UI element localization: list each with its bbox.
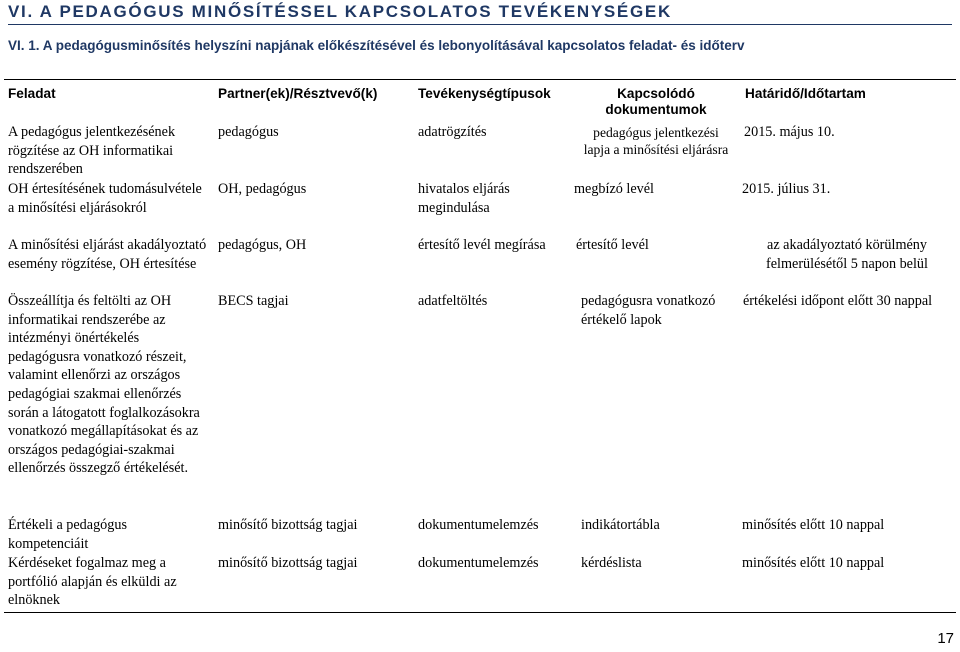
- table-row-5-documents: indikátortábla: [581, 517, 660, 533]
- table-row-4-task: Összeállítja és feltölti az OH informatikai rendszerébe az intézményi önértékelés pedagógusra vonatkozó részeit, valamint ellenőrzi az országos pedagógiai szakmai ellenőrzés során a látogatott foglalkozásokra vonatkozó megállapításokat és az országos pedagógiai-szakmai ellenőrzés összegző értékelését.: [8, 293, 200, 477]
- table-row-1-partner: pedagógus: [218, 124, 279, 140]
- table-row-4-partner: BECS tagjai: [218, 293, 289, 309]
- table-row-5-task: Értékeli a pedagógus kompetenciáit: [8, 517, 127, 552]
- table-row-5-partner: minősítő bizottság tagjai: [218, 517, 358, 533]
- table-row-4-deadline: értékelési időpont előtt 30 nappal: [743, 293, 933, 309]
- table-row-6-documents: kérdéslista: [581, 555, 642, 571]
- table-row-1-activity: adatrögzítés: [418, 124, 487, 140]
- chapter-title: VI. A PEDAGÓGUS MINŐSÍTÉSSEL KAPCSOLATOS TEVÉKENYSÉGEK: [8, 2, 952, 25]
- table-row-4-documents: pedagógusra vonatkozó értékelő lapok: [581, 293, 716, 328]
- table-row-5-deadline: minősítés előtt 10 nappal: [742, 517, 885, 533]
- table-row-6-deadline: minősítés előtt 10 nappal: [742, 555, 885, 571]
- table-row-1-deadline: 2015. május 10.: [744, 124, 835, 140]
- page-number: 17: [937, 630, 954, 647]
- header-task: Feladat: [8, 86, 56, 101]
- section-title: VI. 1. A pedagógusminősítés helyszíni napjának előkészítésével és lebonyolításával kapcsolatos feladat- és időterv: [8, 38, 745, 53]
- table-row-1-documents: pedagógus jelentkezési lapja a minősítési eljárásra: [583, 125, 729, 157]
- table-row-4-activity: adatfeltöltés: [418, 293, 488, 309]
- table-row-3-activity: értesítő levél megírása: [418, 237, 546, 253]
- table-top-rule: [4, 79, 956, 80]
- table-bottom-rule: [4, 612, 956, 613]
- table-row-2-task: OH értesítésének tudomásulvétele a minősítési eljárásokról: [8, 181, 202, 216]
- table-row-2-deadline: 2015. július 31.: [742, 181, 831, 197]
- table-row-6-task: Kérdéseket fogalmaz meg a portfólió alapján és elküldi az elnöknek: [8, 555, 177, 609]
- table-row-3-documents: értesítő levél: [576, 237, 649, 253]
- table-row-6-activity: dokumentumelemzés: [418, 555, 539, 571]
- header-activity: Tevékenységtípusok: [418, 86, 551, 101]
- table-row-5-activity: dokumentumelemzés: [418, 517, 539, 533]
- table-row-2-documents: megbízó levél: [574, 181, 654, 197]
- table-row-1-task: A pedagógus jelentkezésének rögzítése az OH informatikai rendszerében: [8, 124, 176, 178]
- table-row-2-activity: hivatalos eljárás megindulása: [418, 181, 510, 216]
- header-partner: Partner(ek)/Résztvevő(k): [218, 86, 378, 101]
- table-row-3-task: A minősítési eljárást akadályoztató esemény rögzítése, OH értesítése: [8, 237, 207, 272]
- table-row-3-deadline: az akadályoztató körülmény felmerülésétől 5 napon belül: [766, 237, 928, 272]
- header-deadline: Határidő/Időtartam: [745, 86, 866, 101]
- table-row-2-partner: OH, pedagógus: [218, 181, 307, 197]
- table-row-3-partner: pedagógus, OH: [218, 237, 307, 253]
- table-row-6-partner: minősítő bizottság tagjai: [218, 555, 358, 571]
- header-documents: Kapcsolódó dokumentumok: [605, 86, 707, 117]
